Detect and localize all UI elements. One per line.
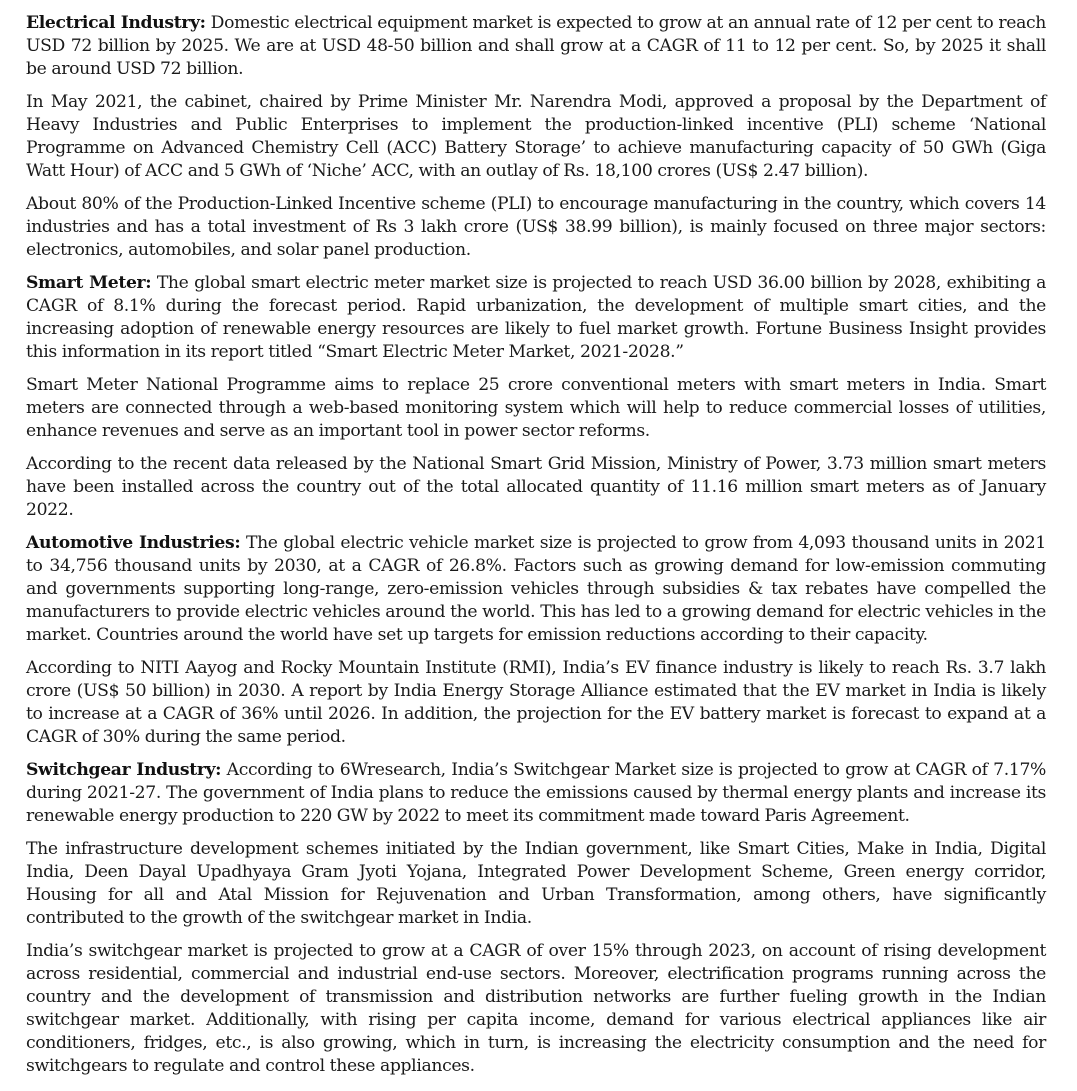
heading-smart-meter: Smart Meter: [26,273,152,293]
paragraph-text: In May 2021, the cabinet, chaired by Prime Minister Mr. Narendra Modi, approved a proposal by the Department of Heavy Industries and Public Enterprises to implement the production-linked incentive (PLI) scheme ‘National Programme on Advanced Chemistry Cell (ACC) Battery Storage’ to achieve manufacturing capacity of 50 GWh (Giga Watt Hour) of ACC and 5 GWh of ‘Niche’ ACC, with an outlay of Rs. 18,100 crores (US$ 2.47 billion). [26,92,1046,181]
paragraph-text: According to NITI Aayog and Rocky Mountain Institute (RMI), India’s EV finance industry is likely to reach Rs. 3.7 lakh crore (US$ 50 billion) in 2030. A report by India Energy Storage Alliance estimated that the EV market in India is likely to increase at a CAGR of 36% until 2026. In addition, the projection for the EV battery market is forecast to expand at a CAGR of 30% during the same period. [26,658,1046,747]
paragraph-infrastructure-schemes [26,838,1046,930]
paragraph-text: India’s switchgear market is projected to grow at a CAGR of over 15% through 2023, on account of rising development across residential, commercial and industrial end-use sectors. Moreover, electrification programs running across the country and the development of transmission and distribution networks are further fueling growth in the Indian switchgear market. Additionally, with rising per capita income, demand for various electrical appliances like air conditioners, fridges, etc., is also growing, which in turn, is increasing the electricity consumption and the need for switchgears to regulate and control these appliances. [26,941,1046,1076]
paragraph-switchgear-industry [26,759,1046,828]
paragraph-text: According to the recent data released by the National Smart Grid Mission, Ministry of Power, 3.73 million smart meters have been installed across the country out of the total allocated quantity of 11.16 million smart meters as of January 2022. [26,454,1046,520]
paragraph-text: The global electric vehicle market size is projected to grow from 4,093 thousand units in 2021 to 34,756 thousand units by 2030, at a CAGR of 26.8%. Factors such as growing demand for low-emission commuting and governments supporting long-range, zero-emission vehicles through subsidies & tax rebates have compelled the manufacturers to provide electric vehicles around the world. This has led to a growing demand for electric vehicles in the market. Countries around the world have set up targets for emission reductions according to their capacity. [26,533,1046,645]
paragraph-smart-grid-mission [26,453,1046,522]
paragraph-text: Smart Meter National Programme aims to replace 25 crore conventional meters with smart meters in India. Smart meters are connected through a web-based monitoring system which will help to reduce commercial losses of utilities, enhance revenues and serve as an important tool in power sector reforms. [26,375,1046,441]
heading-switchgear-industry: Switchgear Industry: [26,760,222,780]
heading-automotive-industries: Automotive Industries: [26,533,241,553]
paragraph-smart-meter-programme [26,374,1046,443]
paragraph-text: About 80% of the Production-Linked Incentive scheme (PLI) to encourage manufacturing in the country, which covers 14 industries and has a total investment of Rs 3 lakh crore (US$ 38.99 billion), is mainly focused on three major sectors: electronics, automobiles, and solar panel production. [26,194,1046,260]
paragraph-switchgear-growth [26,940,1046,1078]
paragraph-text: According to 6Wresearch, India’s Switchgear Market size is projected to grow at CAGR of 7.17% during 2021-27. The government of India plans to reduce the emissions caused by thermal energy plants and increase its renewable energy production to 220 GW by 2022 to meet its commitment made toward Paris Agreement. [26,760,1047,826]
paragraph-electrical-industry [26,12,1046,81]
paragraph-smart-meter [26,272,1046,364]
paragraph-pli-acc-battery [26,91,1046,183]
paragraph-automotive-industries [26,532,1046,647]
paragraph-text: The global smart electric meter market size is projected to reach USD 36.00 billion by 2028, exhibiting a CAGR of 8.1% during the forecast period. Rapid urbanization, the development of multiple smart cities, and the increasing adoption of renewable energy resources are likely to fuel market growth. Fortune Business Insight provides this information in its report titled “Smart Electric Meter Market, 2021-2028.” [26,273,1046,362]
paragraph-pli-sectors [26,193,1046,262]
paragraph-text: Domestic electrical equipment market is expected to grow at an annual rate of 12 per cent to reach USD 72 billion by 2025. We are at USD 48-50 billion and shall grow at a CAGR of 11 to 12 per cent. So, by 2025 it shall be around USD 72 billion. [26,13,1046,79]
paragraph-ev-finance [26,657,1046,749]
heading-electrical-industry: Electrical Industry: [26,13,206,33]
paragraph-text: The infrastructure development schemes initiated by the Indian government, like Smart Cities, Make in India, Digital India, Deen Dayal Upadhyaya Gram Jyoti Yojana, Integrated Power Development Scheme, Green energy corridor, Housing for all and Atal Mission for Rejuvenation and Urban Transformation, among others, have significantly contributed to the growth of the switchgear market in India. [26,839,1046,928]
